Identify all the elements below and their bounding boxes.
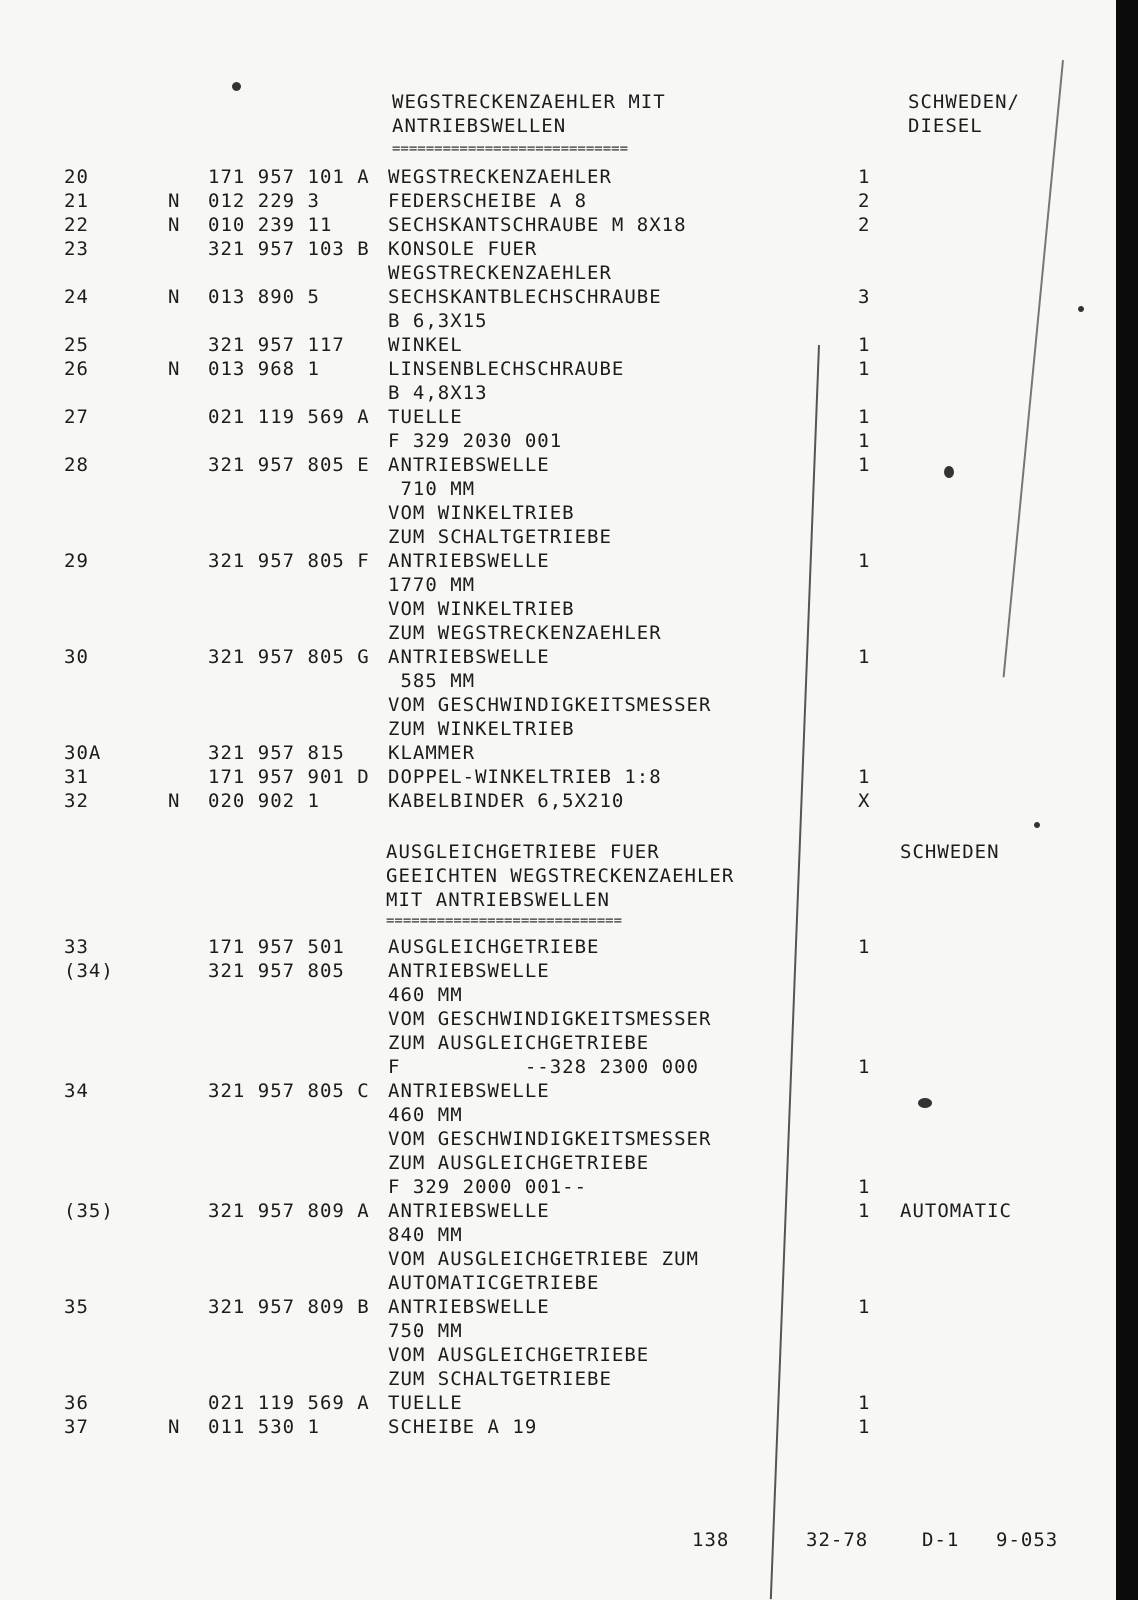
part-description: ANTRIEBSWELLE [388,1200,550,1222]
part-description: ANTRIEBSWELLE [388,1080,550,1102]
quantity: 1 [858,1392,871,1414]
scan-speck [232,82,241,91]
part-description: SECHSKANTSCHRAUBE M 8X18 [388,214,687,236]
position-number: (34) [64,960,114,982]
section1-remark-line2: DIESEL [908,115,983,137]
position-number: 22 [64,214,89,236]
position-number: (35) [64,1200,114,1222]
part-description: AUTOMATICGETRIEBE [388,1272,600,1294]
table-row [0,261,1100,285]
part-number: 010 239 11 [208,214,333,236]
part-description: ANTRIEBSWELLE [388,960,550,982]
part-description: 710 MM [388,478,476,500]
quantity: 1 [858,766,871,788]
remark: AUTOMATIC [900,1200,1012,1222]
part-number: 321 957 809 B [208,1296,370,1318]
table-row [0,477,1100,501]
table-row [0,1007,1100,1031]
footer-reference: 9-053 [996,1529,1059,1551]
table-row [0,1103,1100,1127]
table-row [0,213,1100,237]
position-number: 35 [64,1296,89,1318]
table-row [0,1031,1100,1055]
part-description: KONSOLE FUER [388,238,538,260]
position-number: 33 [64,936,89,958]
table-row [0,165,1100,189]
section1-title-line2: ANTRIEBSWELLEN [392,115,567,137]
table-row [0,1319,1100,1343]
part-description: AUSGLEICHGETRIEBE [388,936,600,958]
quantity: 1 [858,1416,871,1438]
table-row [0,429,1100,453]
position-number: 32 [64,790,89,812]
quantity: 1 [858,1296,871,1318]
part-number: 321 957 805 G [208,646,370,668]
position-number: 30 [64,646,89,668]
footer-edition: D-1 [922,1529,960,1551]
quantity: 1 [858,334,871,356]
part-number: 013 968 1 [208,358,320,380]
part-description: VOM GESCHWINDIGKEITSMESSER [388,1128,712,1150]
part-number: 321 957 805 E [208,454,370,476]
part-number: 171 957 901 D [208,766,370,788]
part-description: ANTRIEBSWELLE [388,454,550,476]
position-number: 30A [64,742,102,764]
table-row [0,621,1100,645]
part-description: KLAMMER [388,742,476,764]
quantity: 1 [858,166,871,188]
quantity: X [858,790,871,812]
part-number: 321 957 805 F [208,550,370,572]
part-description: WINKEL [388,334,463,356]
part-prefix: N [168,286,181,308]
part-number: 321 957 103 B [208,238,370,260]
table-row [0,1055,1100,1079]
part-number: 013 890 5 [208,286,320,308]
section1-remark-line1: SCHWEDEN/ [908,91,1020,113]
section1-title-line1: WEGSTRECKENZAEHLER MIT [392,91,666,113]
table-row [0,597,1100,621]
part-description: VOM GESCHWINDIGKEITSMESSER [388,1008,712,1030]
part-number: 171 957 501 [208,936,345,958]
part-number: 011 530 1 [208,1416,320,1438]
position-number: 34 [64,1080,89,1102]
part-description: WEGSTRECKENZAEHLER [388,166,612,188]
position-number: 27 [64,406,89,428]
part-number: 321 957 809 A [208,1200,370,1222]
table-row [0,983,1100,1007]
part-description: ZUM AUSGLEICHGETRIEBE [388,1032,650,1054]
table-row [0,309,1100,333]
table-row [0,717,1100,741]
table-row [0,357,1100,381]
position-number: 25 [64,334,89,356]
part-prefix: N [168,190,181,212]
scan-speck [944,466,954,478]
section2-title-line3: MIT ANTRIEBSWELLEN [386,889,610,911]
table-row [0,381,1100,405]
table-row [0,1247,1100,1271]
quantity: 1 [858,646,871,668]
table-row [0,189,1100,213]
table-row [0,525,1100,549]
table-row [0,789,1100,813]
part-number: 321 957 117 [208,334,345,356]
part-description: F 329 2000 001-- [388,1176,588,1198]
part-prefix: N [168,1416,181,1438]
table-row [0,935,1100,959]
section2-remark: SCHWEDEN [900,841,1000,863]
quantity: 1 [858,936,871,958]
part-description: 460 MM [388,1104,463,1126]
position-number: 24 [64,286,89,308]
table-row [0,959,1100,983]
part-number: 321 957 815 [208,742,345,764]
quantity: 1 [858,1200,871,1222]
part-description: SECHSKANTBLECHSCHRAUBE [388,286,662,308]
part-description: ZUM SCHALTGETRIEBE [388,1368,612,1390]
table-row [0,237,1100,261]
table-row [0,573,1100,597]
table-row [0,1367,1100,1391]
quantity: 1 [858,1176,871,1198]
part-description: B 4,8X13 [388,382,488,404]
part-description: ANTRIEBSWELLE [388,550,550,572]
table-row [0,765,1100,789]
part-description: VOM AUSGLEICHGETRIEBE [388,1344,650,1366]
part-number: 021 119 569 A [208,406,370,428]
position-number: 37 [64,1416,89,1438]
section2-title-line2: GEEICHTEN WEGSTRECKENZAEHLER [386,865,735,887]
part-description: FEDERSCHEIBE A 8 [388,190,588,212]
part-description: ANTRIEBSWELLE [388,646,550,668]
part-description: 1770 MM [388,574,476,596]
part-description: VOM WINKELTRIEB [388,502,575,524]
table-row [0,1343,1100,1367]
quantity: 1 [858,454,871,476]
position-number: 36 [64,1392,89,1414]
footer-page-number: 138 [692,1529,730,1551]
table-row [0,453,1100,477]
table-row [0,645,1100,669]
table-row [0,1271,1100,1295]
scan-speck [918,1098,932,1108]
position-number: 31 [64,766,89,788]
part-description: F 329 2030 001 [388,430,563,452]
part-description: VOM GESCHWINDIGKEITSMESSER [388,694,712,716]
table-row [0,741,1100,765]
part-description: WEGSTRECKENZAEHLER [388,262,612,284]
scan-speck [1034,822,1040,828]
quantity: 1 [858,406,871,428]
part-description: ZUM AUSGLEICHGETRIEBE [388,1152,650,1174]
part-prefix: N [168,358,181,380]
table-row [0,1223,1100,1247]
part-description: SCHEIBE A 19 [388,1416,538,1438]
table-row [0,1127,1100,1151]
scan-speck [1078,306,1084,312]
part-number: 171 957 101 A [208,166,370,188]
part-number: 021 119 569 A [208,1392,370,1414]
table-row [0,693,1100,717]
part-description: 750 MM [388,1320,463,1342]
table-row [0,1199,1100,1223]
part-description: VOM WINKELTRIEB [388,598,575,620]
part-number: 321 957 805 [208,960,345,982]
position-number: 23 [64,238,89,260]
part-description: TUELLE [388,406,463,428]
table-row [0,501,1100,525]
part-description: F --328 2300 000 [388,1056,699,1078]
table-row [0,1415,1100,1439]
part-description: TUELLE [388,1392,463,1414]
section2-title-line1: AUSGLEICHGETRIEBE FUER [386,841,660,863]
table-row [0,1175,1100,1199]
part-description: ZUM WEGSTRECKENZAEHLER [388,622,662,644]
part-prefix: N [168,790,181,812]
table-row [0,1151,1100,1175]
position-number: 26 [64,358,89,380]
position-number: 20 [64,166,89,188]
footer-date-code: 32-78 [806,1529,869,1551]
section2-separator: ============================ [386,913,623,929]
table-row [0,1079,1100,1103]
table-row [0,333,1100,357]
table-row [0,405,1100,429]
part-description: LINSENBLECHSCHRAUBE [388,358,625,380]
part-description: DOPPEL-WINKELTRIEB 1:8 [388,766,662,788]
quantity: 2 [858,190,871,212]
scan-border-edge [1116,0,1138,1600]
part-description: 840 MM [388,1224,463,1246]
quantity: 1 [858,430,871,452]
position-number: 21 [64,190,89,212]
part-description: B 6,3X15 [388,310,488,332]
position-number: 28 [64,454,89,476]
part-description: KABELBINDER 6,5X210 [388,790,625,812]
part-description: ZUM WINKELTRIEB [388,718,575,740]
part-description: ZUM SCHALTGETRIEBE [388,526,612,548]
table-row [0,1295,1100,1319]
quantity: 1 [858,358,871,380]
part-description: 585 MM [388,670,476,692]
table-row [0,669,1100,693]
part-number: 321 957 805 C [208,1080,370,1102]
quantity: 2 [858,214,871,236]
table-row [0,549,1100,573]
part-description: ANTRIEBSWELLE [388,1296,550,1318]
part-description: VOM AUSGLEICHGETRIEBE ZUM [388,1248,699,1270]
quantity: 1 [858,1056,871,1078]
part-number: 020 902 1 [208,790,320,812]
quantity: 1 [858,550,871,572]
position-number: 29 [64,550,89,572]
quantity: 3 [858,286,871,308]
part-number: 012 229 3 [208,190,320,212]
part-prefix: N [168,214,181,236]
section1-separator: ============================ [392,141,629,157]
table-row [0,285,1100,309]
part-description: 460 MM [388,984,463,1006]
table-row [0,1391,1100,1415]
